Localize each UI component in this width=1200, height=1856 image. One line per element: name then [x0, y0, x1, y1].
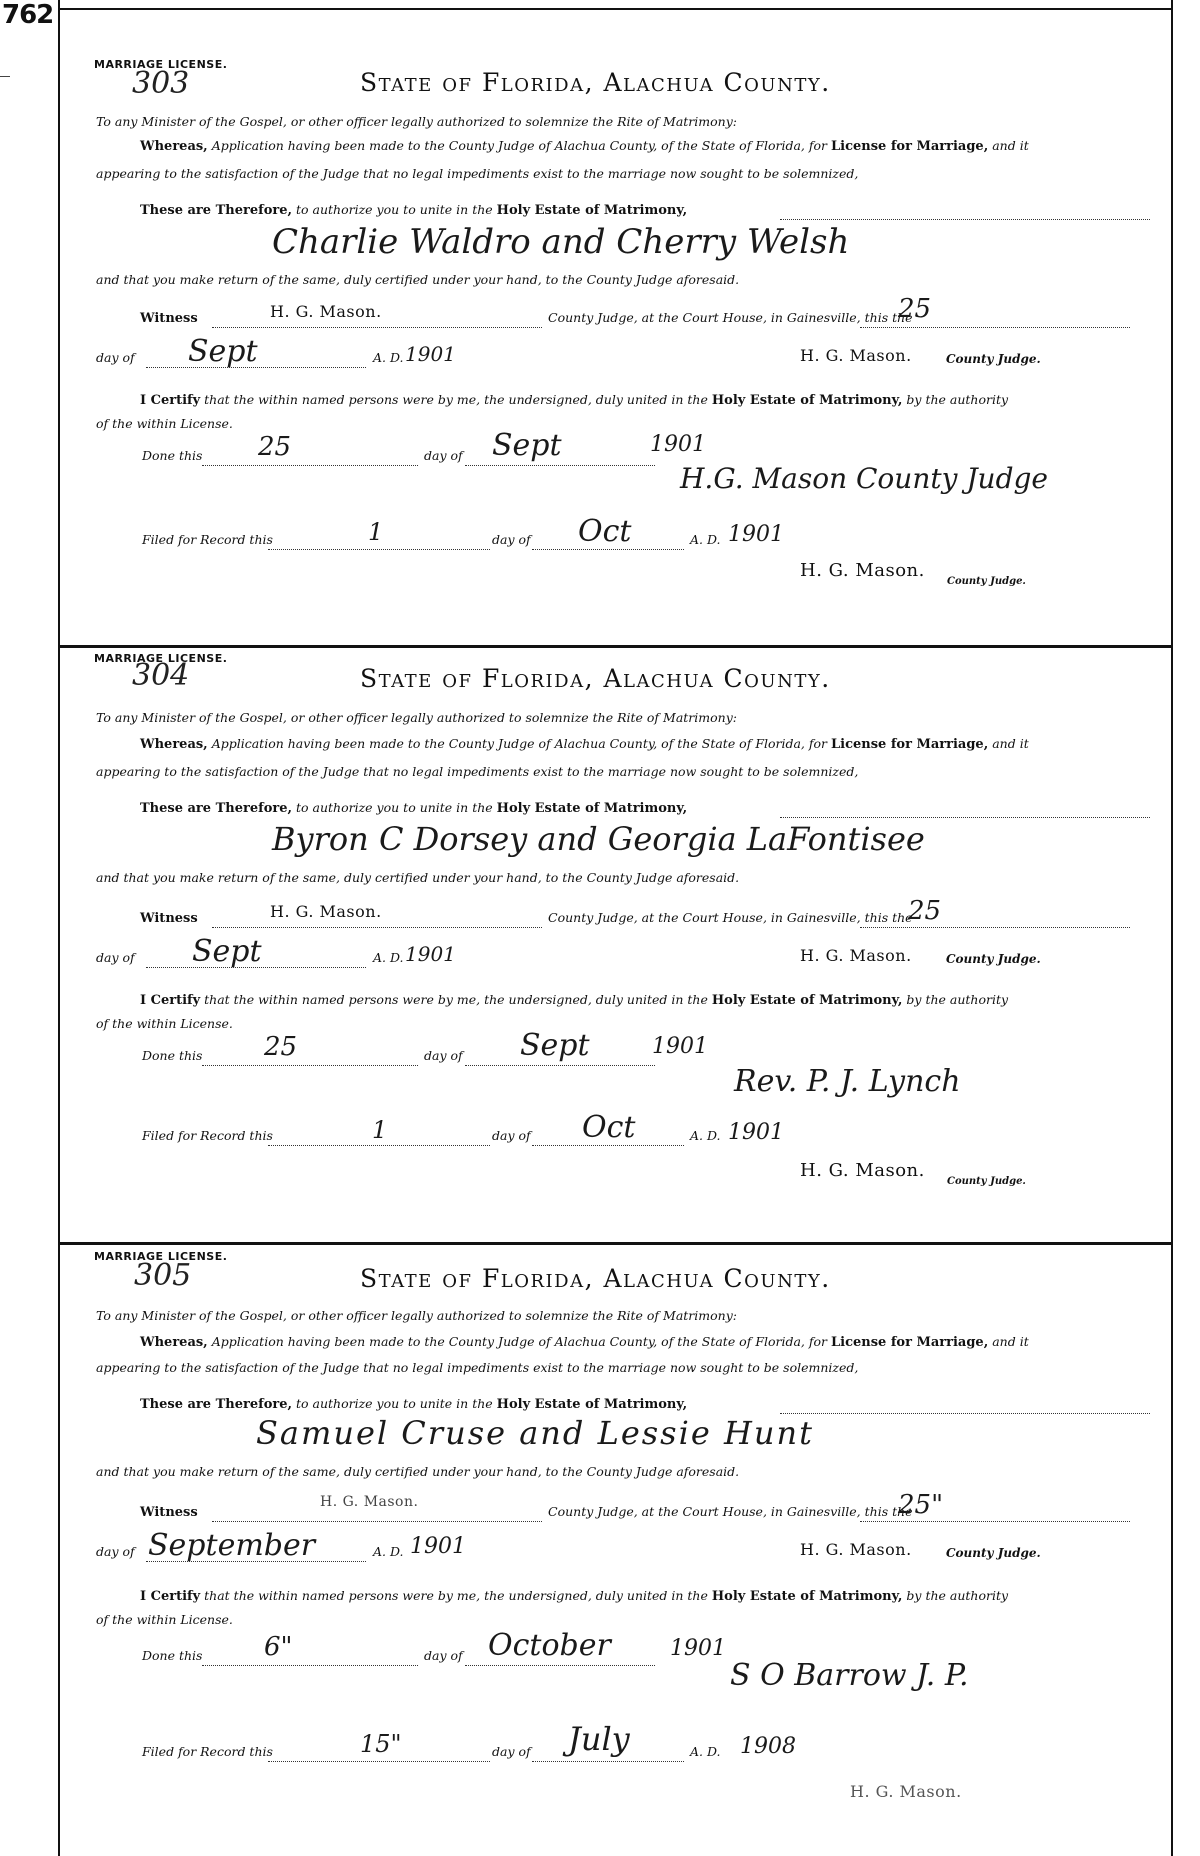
officiant-signature: S O Barrow J. P.: [730, 1658, 969, 1693]
witness-judge-name: H. G. Mason.: [270, 302, 382, 321]
county-judge-label: County Judge.: [946, 1546, 1041, 1560]
and-it: and it: [992, 138, 1029, 153]
therefore-line: [140, 202, 687, 218]
day-of-3: day of: [492, 1744, 531, 1759]
witness-judge-name: H. G. Mason.: [270, 902, 382, 921]
court-text: County Judge, at the Court House, in Gainesville, this the: [548, 310, 913, 325]
witness-fill: [212, 1520, 542, 1522]
court-line: [548, 310, 913, 325]
whereas-line: [140, 736, 1029, 752]
form-title: State of Florida, Alachua County.: [360, 1264, 831, 1293]
filed-day-fill: [268, 548, 490, 550]
form-title: State of Florida, Alachua County.: [360, 68, 831, 97]
done-year: 1901: [670, 1636, 726, 1661]
addressee-line: [96, 1308, 737, 1323]
certify-text: that the within named persons were by me, the undersigned, duly united in the: [204, 1588, 708, 1603]
addressee-text: To any Minister of the Gospel, or other officer legally authorized to solemnize the Rite of Matrimony:: [96, 114, 737, 129]
filed-day-of: [492, 532, 531, 547]
done-month: October: [488, 1628, 611, 1663]
return-text: and that you make return of the same, duly certified under your hand, to the County Judge aforesaid.: [96, 1464, 740, 1479]
within-license-line: [96, 1016, 233, 1031]
appearing-text: appearing to the satisfaction of the Judge that no legal impediments exist to the marriage now sought to be solemnized,: [96, 1360, 859, 1375]
day-of-label: day of: [96, 350, 135, 365]
filed-year: 1901: [728, 1120, 784, 1145]
done-day: 6": [264, 1632, 293, 1662]
day-of-line: [96, 1544, 135, 1559]
whereas-text: Application having been made to the County Judge of Alachua County, of the State of Florida, for: [211, 1334, 828, 1349]
appearing-line: [96, 1360, 858, 1375]
day-fill: [860, 926, 1130, 928]
done-day-of: [424, 448, 463, 463]
within-license: of the within License.: [96, 416, 233, 431]
license-for-marriage: License for Marriage,: [831, 1335, 989, 1350]
judge-stamp: H. G. Mason.: [800, 946, 912, 965]
appearing-text: appearing to the satisfaction of the Judge that no legal impediments exist to the marriage now sought to be solemnized,: [96, 166, 859, 181]
filed-label: Filed for Record this: [142, 1744, 273, 1759]
whereas-lead: Whereas,: [140, 139, 208, 154]
marriage-license-label: MARRIAGE LICENSE.: [94, 652, 228, 665]
witness-day: 25: [898, 294, 932, 324]
ad-text: A. D.: [373, 350, 404, 365]
filed-day-fill: [268, 1760, 490, 1762]
done-day: 25: [264, 1032, 298, 1062]
therefore-fill: [780, 816, 1150, 818]
license-number: 304: [132, 658, 190, 693]
return-text: and that you make return of the same, duly certified under your hand, to the County Judge aforesaid.: [96, 870, 740, 885]
day-fill: [860, 326, 1130, 328]
therefore-lead: These are Therefore,: [140, 1397, 293, 1412]
done-month: Sept: [520, 1028, 590, 1063]
therefore-text: to authorize you to unite in the: [296, 202, 493, 217]
witness-judge-name: H. G. Mason.: [320, 1494, 419, 1510]
addressee-line: [96, 114, 737, 129]
ad-label: [373, 1544, 404, 1559]
day-fill: [860, 1520, 1130, 1522]
by-authority: by the authority: [906, 992, 1009, 1007]
ad-text-2: A. D.: [690, 532, 721, 547]
certify-line: [140, 1588, 1008, 1604]
therefore-line: [140, 1396, 687, 1412]
within-license-line: [96, 1612, 233, 1627]
whereas-lead: Whereas,: [140, 1335, 208, 1350]
issued-month: Sept: [188, 334, 258, 369]
license-number: 303: [132, 66, 190, 101]
whereas-text: Application having been made to the County Judge of Alachua County, of the State of Florida, for: [211, 736, 828, 751]
form-title: State of Florida, Alachua County.: [360, 664, 831, 693]
filed-line: [142, 532, 273, 547]
couple-names: Samuel Cruse and Lessie Hunt: [256, 1414, 814, 1452]
filed-judge-stamp: H. G. Mason.: [800, 1160, 925, 1181]
filed-ad: [690, 532, 721, 547]
day-of-label: day of: [96, 950, 135, 965]
right-border-rule: [1171, 0, 1173, 1856]
therefore-lead: These are Therefore,: [140, 801, 293, 816]
witness-line: [140, 310, 198, 326]
appearing-text: appearing to the satisfaction of the Judge that no legal impediments exist to the marriage now sought to be solemnized,: [96, 764, 859, 779]
done-month-fill: [465, 464, 655, 466]
within-license-line: [96, 416, 233, 431]
by-authority: by the authority: [906, 1588, 1009, 1603]
whereas-text: Application having been made to the County Judge of Alachua County, of the State of Florida, for: [211, 138, 828, 153]
whereas-line: [140, 1334, 1029, 1350]
page-number: 762: [2, 0, 54, 30]
court-text: County Judge, at the Court House, in Gainesville, this the: [548, 910, 913, 925]
within-license: of the within License.: [96, 1016, 233, 1031]
filed-day-of: [492, 1128, 531, 1143]
margin-tick: [0, 76, 10, 77]
filed-day: 1: [368, 518, 384, 546]
witness-label: Witness: [140, 1505, 198, 1520]
holy-estate: Holy Estate of Matrimony,: [496, 801, 688, 816]
filed-month: July: [568, 1720, 630, 1758]
done-label: Done this: [142, 1648, 203, 1663]
return-line: [96, 870, 739, 885]
done-line: [142, 1648, 202, 1663]
return-line: [96, 1464, 739, 1479]
certify-lead: I Certify: [140, 393, 201, 408]
done-month: Sept: [492, 428, 562, 463]
filed-year: 1908: [740, 1734, 796, 1759]
day-of-2: day of: [424, 448, 463, 463]
license-for-marriage: License for Marriage,: [831, 737, 989, 752]
ad-text-2: A. D.: [690, 1128, 721, 1143]
filed-month: Oct: [582, 1110, 636, 1145]
holy-estate: Holy Estate of Matrimony,: [496, 203, 688, 218]
license-for-marriage: License for Marriage,: [831, 139, 989, 154]
filed-ad: [690, 1128, 721, 1143]
therefore-text: to authorize you to unite in the: [296, 1396, 493, 1411]
witness-day: 25": [898, 1490, 944, 1520]
filed-year: 1901: [728, 522, 784, 547]
judge-stamp: H. G. Mason.: [800, 346, 912, 365]
marriage-license-label: MARRIAGE LICENSE.: [94, 58, 228, 71]
certify-lead: I Certify: [140, 1589, 201, 1604]
filed-line: [142, 1128, 273, 1143]
therefore-fill: [780, 1412, 1150, 1414]
court-text: County Judge, at the Court House, in Gainesville, this the: [548, 1504, 913, 1519]
holy-estate: Holy Estate of Matrimony,: [496, 1397, 688, 1412]
done-month-fill: [465, 1064, 655, 1066]
day-of-3: day of: [492, 532, 531, 547]
filed-label: Filed for Record this: [142, 532, 273, 547]
section-divider-2: [60, 1242, 1171, 1245]
witness-line: [140, 910, 198, 926]
certify-lead: I Certify: [140, 993, 201, 1008]
filed-county-judge: County Judge.: [947, 576, 1026, 587]
witness-fill: [212, 326, 542, 328]
witness-label: Witness: [140, 911, 198, 926]
day-of-line: [96, 950, 135, 965]
done-day-fill: [202, 1664, 418, 1666]
license-number: 305: [134, 1258, 192, 1293]
therefore-text: to authorize you to unite in the: [296, 800, 493, 815]
filed-month: Oct: [578, 514, 632, 549]
issued-year: 1901: [405, 342, 456, 366]
section-divider-1: [60, 645, 1171, 648]
done-label: Done this: [142, 1048, 203, 1063]
addressee-text: To any Minister of the Gospel, or other officer legally authorized to solemnize the Rite of Matrimony:: [96, 1308, 737, 1323]
appearing-line: [96, 764, 858, 779]
return-text: and that you make return of the same, duly certified under your hand, to the County Judge aforesaid.: [96, 272, 740, 287]
addressee-line: [96, 710, 737, 725]
done-day-fill: [202, 1064, 418, 1066]
done-month-fill: [465, 1664, 655, 1666]
ad-label: [373, 950, 404, 965]
day-of-3: day of: [492, 1128, 531, 1143]
therefore-fill: [780, 218, 1150, 220]
filed-day: 15": [360, 1730, 402, 1758]
filed-line: [142, 1744, 273, 1759]
addressee-text: To any Minister of the Gospel, or other officer legally authorized to solemnize the Rite of Matrimony:: [96, 710, 737, 725]
whereas-line: [140, 138, 1029, 154]
license-304: [60, 652, 1171, 1242]
day-of-line: [96, 350, 135, 365]
filed-ad: [690, 1744, 721, 1759]
issued-month: September: [148, 1528, 316, 1563]
therefore-lead: These are Therefore,: [140, 203, 293, 218]
top-border-rule: [58, 8, 1173, 10]
done-label: Done this: [142, 448, 203, 463]
whereas-lead: Whereas,: [140, 737, 208, 752]
issued-year: 1901: [405, 942, 456, 966]
officiant-signature: Rev. P. J. Lynch: [734, 1064, 961, 1099]
done-line: [142, 448, 202, 463]
holy-estate-2: Holy Estate of Matrimony,: [711, 1589, 903, 1604]
return-line: [96, 272, 739, 287]
day-of-2: day of: [424, 1648, 463, 1663]
done-year: 1901: [652, 1034, 708, 1059]
certify-line: [140, 992, 1008, 1008]
ad-text-2: A. D.: [690, 1744, 721, 1759]
done-day-of: [424, 1048, 463, 1063]
done-day: 25: [258, 432, 292, 462]
county-judge-label: County Judge.: [946, 952, 1041, 966]
witness-day: 25: [908, 896, 942, 926]
filed-judge-stamp: H. G. Mason.: [800, 560, 925, 581]
filed-day-fill: [268, 1144, 490, 1146]
by-authority: by the authority: [906, 392, 1009, 407]
ad-text: A. D.: [373, 1544, 404, 1559]
done-day-fill: [202, 464, 418, 466]
done-year: 1901: [650, 432, 706, 457]
issued-month: Sept: [192, 934, 262, 969]
couple-names: Byron C Dorsey and Georgia LaFontisee: [272, 820, 925, 858]
day-of-2: day of: [424, 1048, 463, 1063]
officiant-signature: H.G. Mason County Judge: [680, 462, 1049, 495]
witness-label: Witness: [140, 311, 198, 326]
court-line: [548, 1504, 913, 1519]
done-day-of: [424, 1648, 463, 1663]
ad-label: [373, 350, 404, 365]
license-305: [60, 1250, 1171, 1850]
holy-estate-2: Holy Estate of Matrimony,: [711, 993, 903, 1008]
witness-line: [140, 1504, 198, 1520]
marriage-license-label: MARRIAGE LICENSE.: [94, 1250, 228, 1263]
and-it: and it: [992, 736, 1029, 751]
filed-day: 1: [372, 1116, 388, 1144]
within-license: of the within License.: [96, 1612, 233, 1627]
therefore-line: [140, 800, 687, 816]
done-line: [142, 1048, 202, 1063]
license-303: [60, 58, 1171, 645]
day-of-label: day of: [96, 1544, 135, 1559]
appearing-line: [96, 166, 858, 181]
filed-month-fill: [532, 1760, 684, 1762]
filed-judge-stamp: H. G. Mason.: [850, 1782, 962, 1801]
certify-text: that the within named persons were by me, the undersigned, duly united in the: [204, 392, 708, 407]
filed-county-judge: County Judge.: [947, 1176, 1026, 1187]
court-line: [548, 910, 913, 925]
filed-day-of: [492, 1744, 531, 1759]
county-judge-label: County Judge.: [946, 352, 1041, 366]
witness-fill: [212, 926, 542, 928]
holy-estate-2: Holy Estate of Matrimony,: [711, 393, 903, 408]
and-it: and it: [992, 1334, 1029, 1349]
certify-line: [140, 392, 1008, 408]
couple-names: Charlie Waldro and Cherry Welsh: [272, 222, 850, 262]
issued-year: 1901: [410, 1534, 466, 1559]
ad-text: A. D.: [373, 950, 404, 965]
filed-label: Filed for Record this: [142, 1128, 273, 1143]
judge-stamp: H. G. Mason.: [800, 1540, 912, 1559]
certify-text: that the within named persons were by me, the undersigned, duly united in the: [204, 992, 708, 1007]
